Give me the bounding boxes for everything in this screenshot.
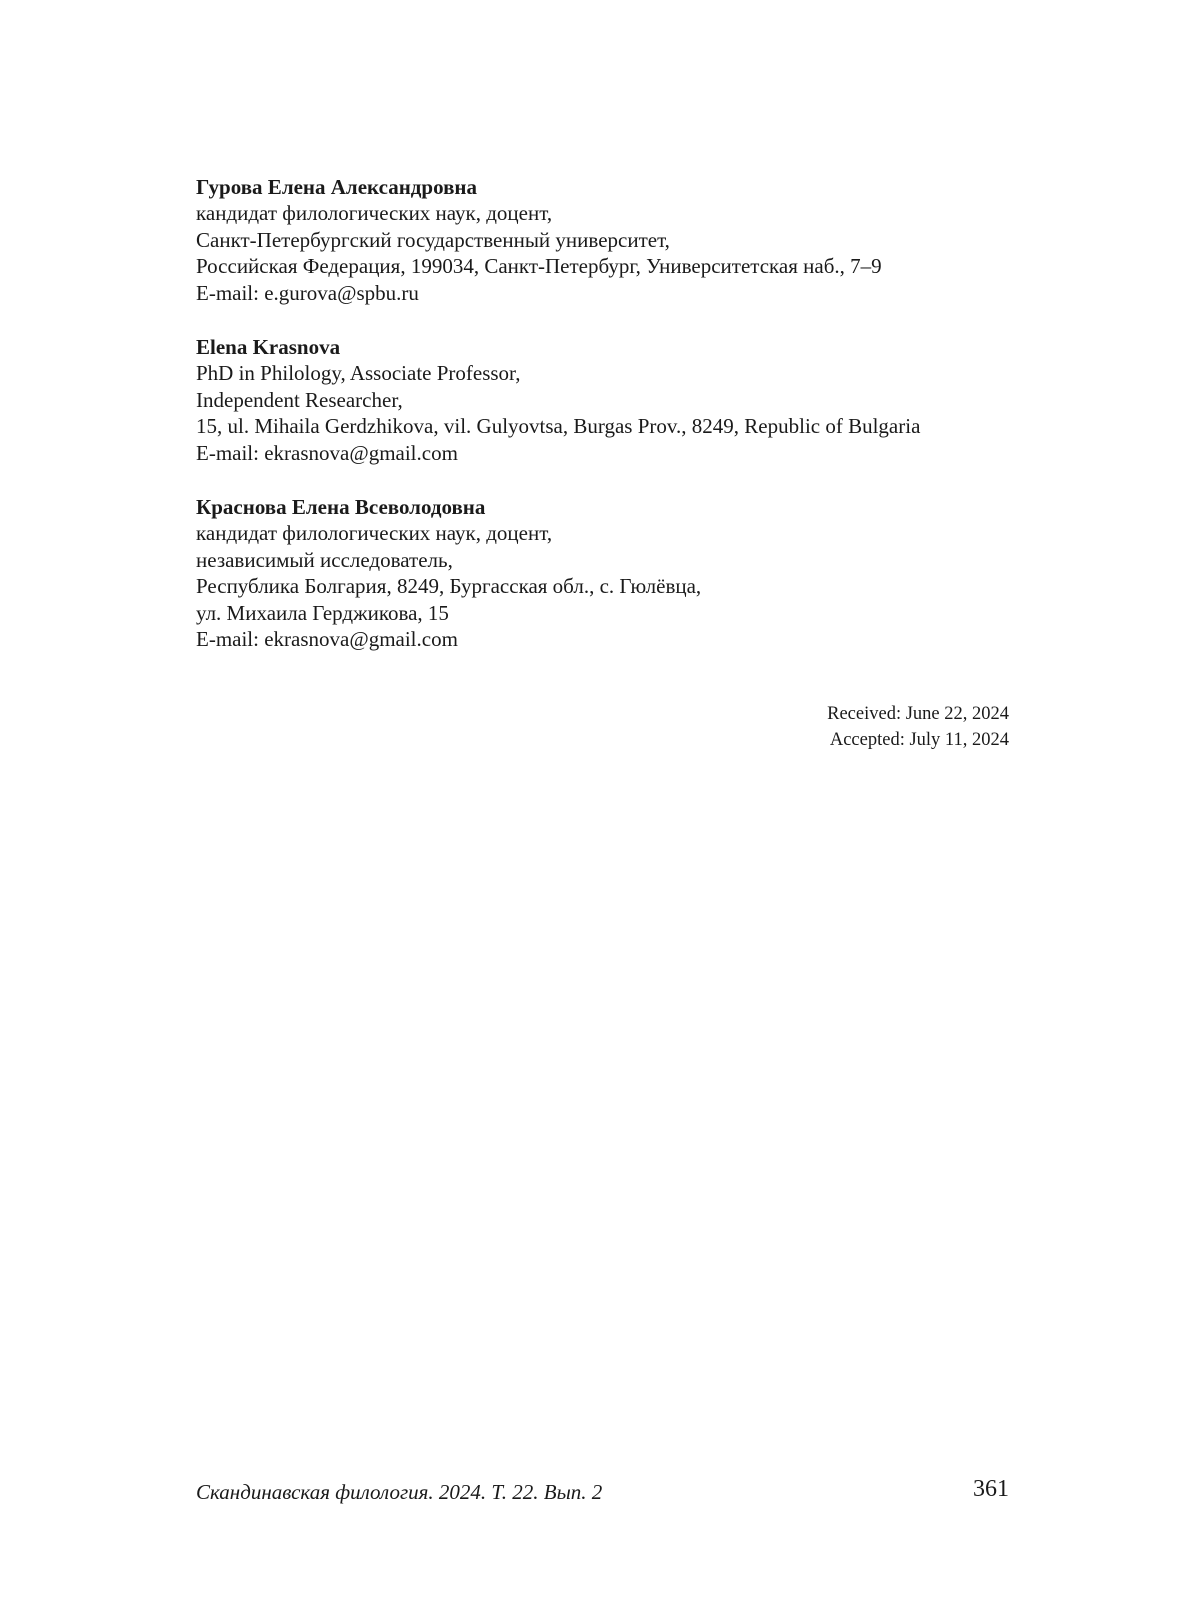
author-address: Российская Федерация, 199034, Санкт-Петербург, Университетская наб., 7–9 (196, 254, 882, 279)
author-info-krasnova-en (196, 334, 1016, 466)
author-name: Краснова Елена Всеволодовна (196, 495, 486, 519)
received-date: Received: June 22, 2024 (827, 704, 1009, 724)
author-email: E-mail: e.gurova@spbu.ru (196, 280, 419, 305)
author-degree: кандидат филологических наук, доцент, (196, 521, 553, 546)
author-name: Гурова Елена Александровна (196, 175, 478, 199)
author-affiliation: Санкт-Петербургский государственный университет, (196, 227, 670, 252)
author-info-gurova-ru (196, 174, 1016, 306)
author-info-krasnova-ru (196, 494, 1016, 652)
author-name: Elena Krasnova (196, 335, 341, 359)
author-degree: кандидат филологических наук, доцент, (196, 201, 553, 226)
author-degree: PhD in Philology, Associate Professor, (196, 361, 521, 386)
author-affiliation: Independent Researcher, (196, 387, 403, 412)
accepted-date: Accepted: July 11, 2024 (829, 730, 1009, 751)
author-address: 15, ul. Mihaila Gerdzhikova, vil. Gulyovtsa, Burgas Prov., 8249, Republic of Bulgaria (196, 414, 921, 439)
author-email: E-mail: ekrasnova@gmail.com (196, 440, 458, 465)
author-email: E-mail: ekrasnova@gmail.com (196, 627, 458, 652)
journal-citation: Скандинавская филология. 2024. Т. 22. Вып. 2 (196, 1480, 603, 1504)
author-affiliation: независимый исследователь, (196, 547, 453, 572)
page-number: 361 (973, 1476, 1009, 1502)
article-dates (700, 701, 1009, 754)
author-address-line-1: Республика Болгария, 8249, Бургасская обл., с. Гюлёвца, (196, 574, 702, 599)
author-address-line-2: ул. Михаила Герджикова, 15 (196, 600, 449, 625)
